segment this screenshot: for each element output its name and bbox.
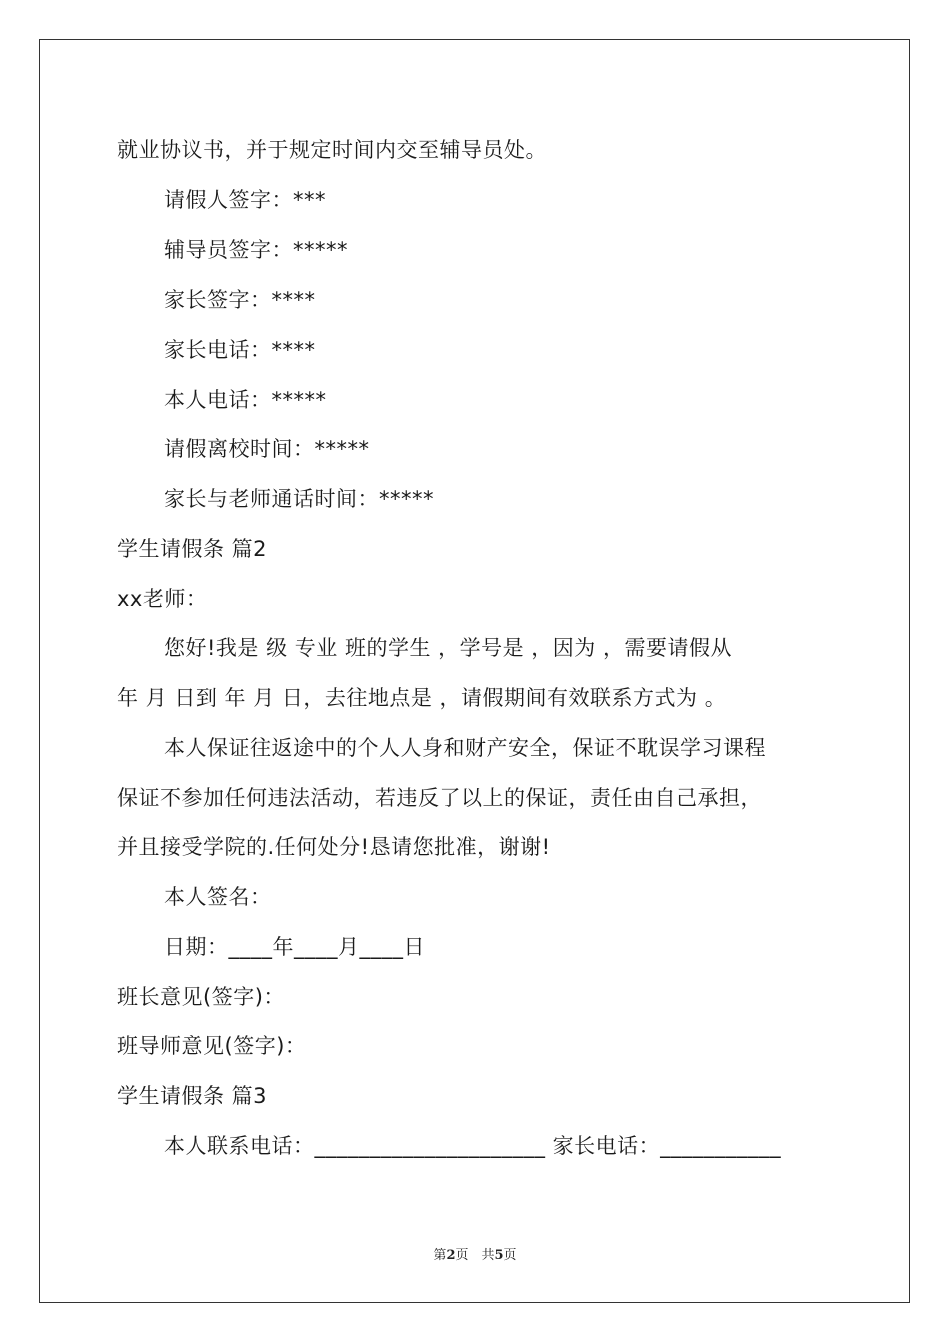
paragraph-line: 年 月 日到 年 月 日，去往地点是 ，请假期间有效联系方式为 。 — [117, 686, 727, 710]
paragraph-line: 本人保证往返途中的个人人身和财产安全，保证不耽误学习课程 — [164, 736, 766, 760]
page-frame — [39, 39, 910, 1303]
footer-page-number: 2 — [446, 1248, 456, 1263]
applicant-signature: 请假人签字：*** — [164, 188, 326, 212]
footer-mid: 页 共 — [455, 1248, 495, 1263]
contact-line: 本人联系电话：_____________________ 家长电话：___________ — [164, 1134, 782, 1158]
monitor-opinion: 班长意见(签字)： — [117, 985, 285, 1009]
call-time: 家长与老师通话时间：***** — [164, 487, 434, 511]
paragraph-line: 并且接受学院的.任何处分!恳请您批准，谢谢! — [117, 835, 551, 859]
salutation: xx老师： — [117, 587, 208, 611]
head-teacher-opinion: 班导师意见(签字)： — [117, 1034, 307, 1058]
footer-total-pages: 5 — [494, 1248, 504, 1263]
parent-signature: 家长签字：**** — [164, 288, 316, 312]
section-heading: 学生请假条 篇3 — [117, 1084, 268, 1108]
own-phone: 本人电话：***** — [164, 388, 327, 412]
parent-phone: 家长电话：**** — [164, 338, 316, 362]
paragraph-line: 保证不参加任何违法活动，若违反了以上的保证，责任由自己承担， — [117, 786, 762, 810]
date-line: 日期：____年____月____日 — [164, 935, 425, 959]
page-footer — [0, 1247, 950, 1265]
footer-suffix: 页 — [503, 1248, 517, 1263]
paragraph-line: 您好!我是 级 专业 班的学生 ，学号是 ，因为 ，需要请假从 — [164, 636, 732, 660]
text-line: 就业协议书，并于规定时间内交至辅导员处。 — [117, 138, 547, 162]
counselor-signature: 辅导员签字：***** — [164, 238, 348, 262]
signature-line: 本人签名： — [164, 885, 272, 909]
leave-time: 请假离校时间：***** — [164, 437, 370, 461]
footer-prefix: 第 — [433, 1248, 447, 1263]
section-heading: 学生请假条 篇2 — [117, 537, 268, 561]
